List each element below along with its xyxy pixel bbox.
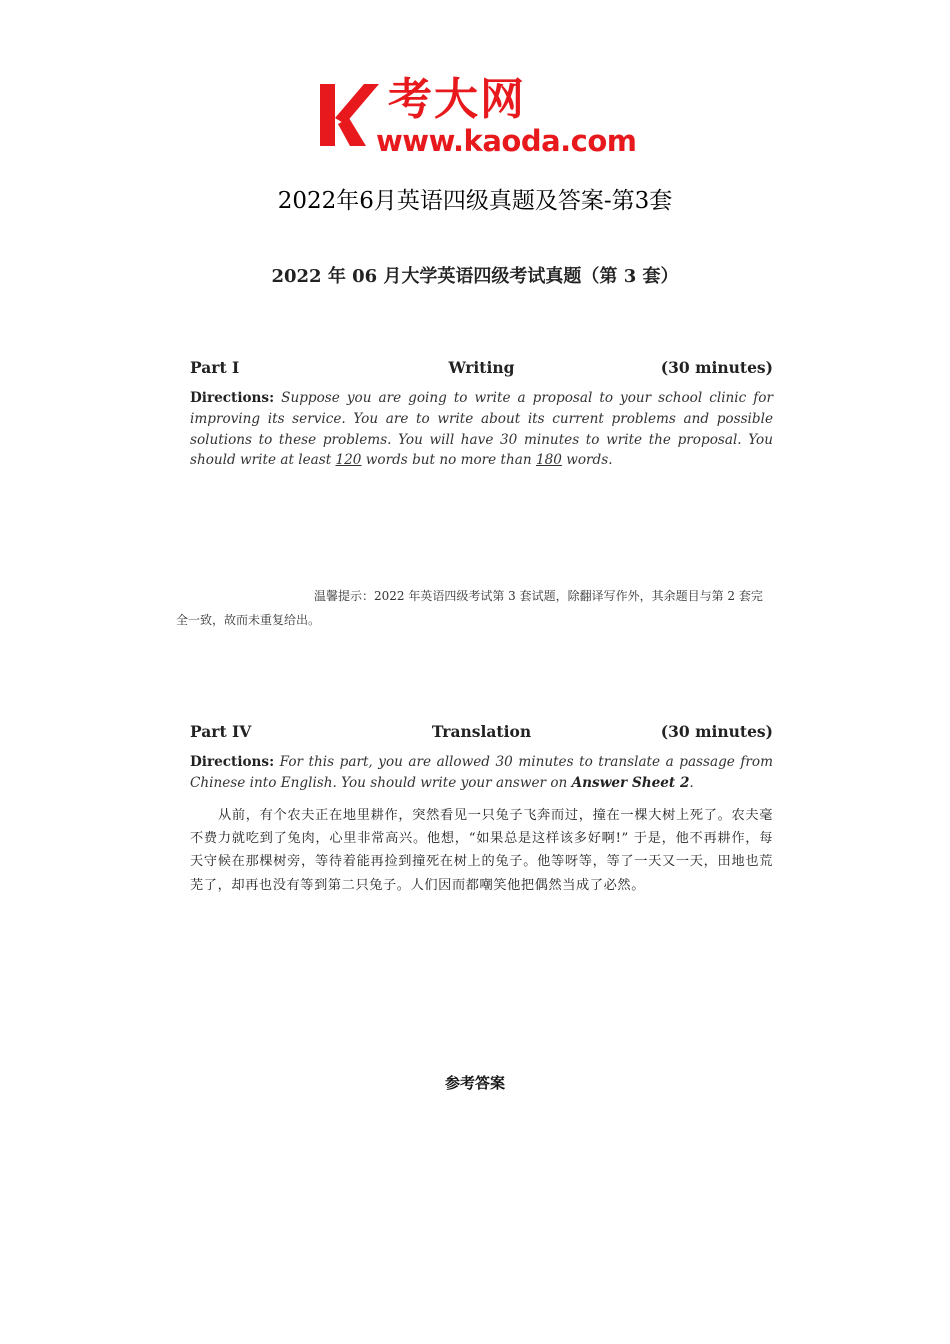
part1-directions-text-a: Suppose you are going to write a proposal to your school clinic for improving its service. You are to write about its current problems and possible solutions to these problems. You will have 30 minutes to write the proposal. You should write at least xyxy=(190,390,773,469)
part1-directions-text-c: words. xyxy=(561,452,613,469)
part1-header xyxy=(190,358,773,380)
part1-directions-text-b: words but no more than xyxy=(361,452,536,469)
part1-min-words: 120 xyxy=(335,452,362,469)
part4-time: (30 minutes) xyxy=(660,722,773,741)
part4-section: Translation xyxy=(431,722,532,741)
document-title: 2022年6月英语四级真题及答案-第3套 xyxy=(277,188,673,214)
part1-number: Part I xyxy=(190,358,240,377)
logo-url: www.kaoda.com xyxy=(376,124,637,158)
logo-name: 考大网 xyxy=(388,74,526,125)
part1-max-words: 180 xyxy=(535,452,562,469)
part1-directions-label: Directions: xyxy=(190,390,275,406)
part4-directions-label: Directions: xyxy=(190,754,275,770)
reminder-notice: 温馨提示：2022 年英语四级考试第 3 套试题，除翻译写作外，其余题目与第 2 套完全一致，故而未重复给出。 xyxy=(176,589,763,627)
part4-header xyxy=(190,722,773,744)
part1-section: Writing xyxy=(448,358,515,377)
part1-directions xyxy=(190,388,773,471)
kaoda-logo xyxy=(318,76,638,158)
translation-passage: 从前，有个农夫正在地里耕作，突然看见一只兔子飞奔而过，撞在一棵大树上死了。农夫毫不费力就吃到了兔肉，心里非常高兴。他想，“如果总是这样该多好啊!” 于是，他不再耕作，每天守候在那棵树旁，等待着能再捡到撞死在树上的兔子。他等呀等，等了一天又一天，田地也荒芜了，却再也没有等到第二只兔子。人们因而都嘲笑他把偶然当成了必然。 xyxy=(190,808,773,893)
part4-directions xyxy=(190,752,773,794)
part1-time: (30 minutes) xyxy=(660,358,773,377)
part4-directions-text-b: . xyxy=(689,774,694,791)
part4-number: Part IV xyxy=(190,722,252,741)
part4-directions-text-a: For this part, you are allowed 30 minutes to translate a passage from Chinese into English. You should write your answer on xyxy=(190,754,773,791)
logo-k-mark-icon xyxy=(318,80,380,150)
answer-heading: 参考答案 xyxy=(444,1074,505,1092)
exam-title: 2022 年 06 月大学英语四级考试真题（第 3 套） xyxy=(271,266,679,287)
answer-sheet-ref: Answer Sheet 2 xyxy=(571,774,690,791)
